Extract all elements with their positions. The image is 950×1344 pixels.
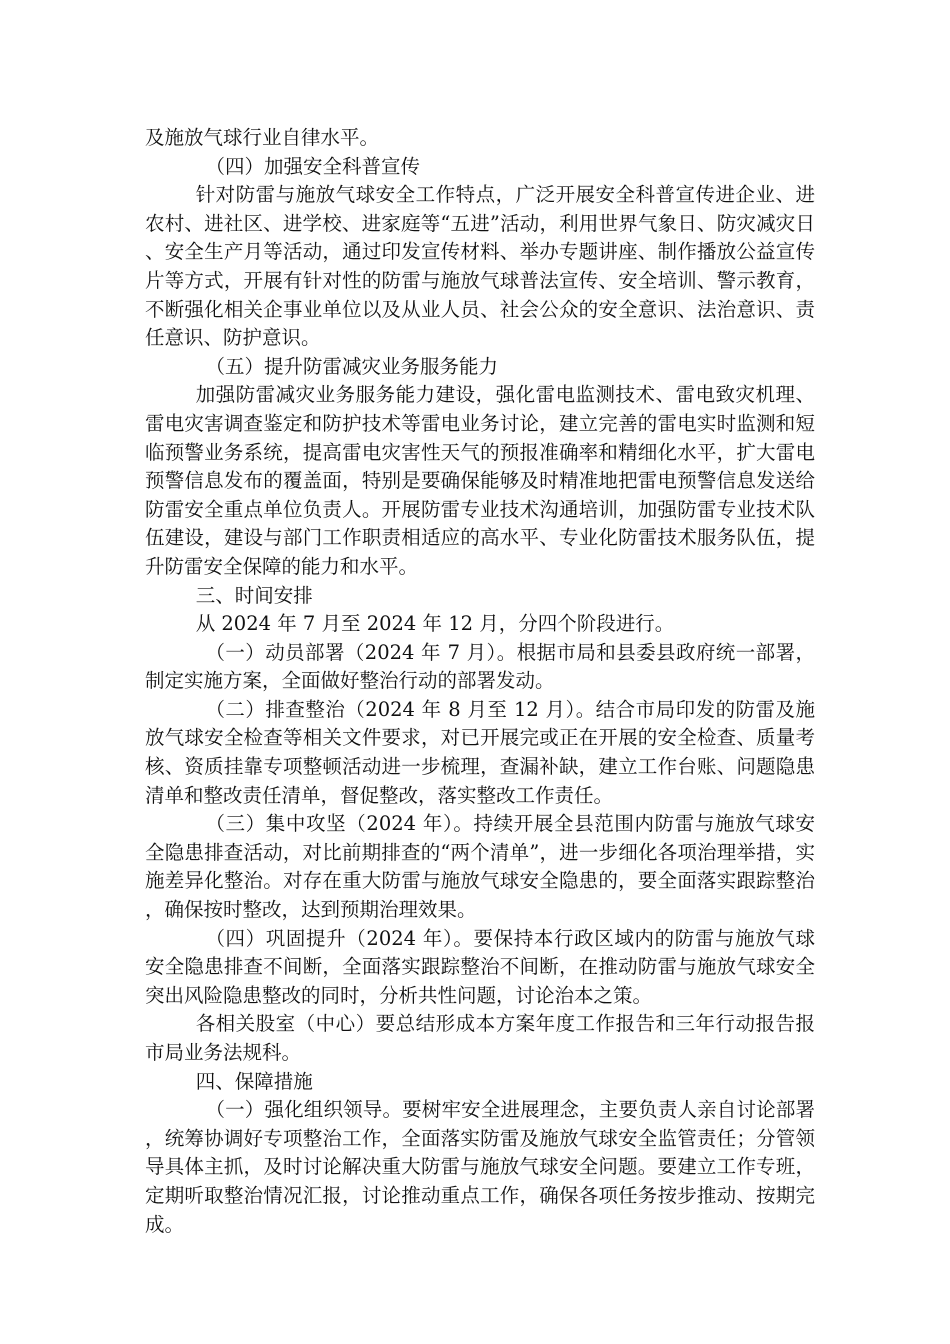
paragraph-stage-mobilization: （一）动员部署（2024 年 7 月）。根据市局和县委县政府统一部署，制定实施方案，全面做好整治行动的部署发动。 <box>145 640 815 693</box>
paragraph-schedule-overview: 从 2024 年 7 月至 2024 年 12 月，分四个阶段进行。 <box>195 612 675 636</box>
heading-science-publicity: （四）加强安全科普宣传 <box>205 154 420 178</box>
paragraph-stage-concentrated: （三）集中攻坚（2024 年）。持续开展全县范围内防雷与施放气球安全隐患排查活动，对比前期排查的“两个清单”，进一步细化各项治理举措，实施差异化整治。对存在重大防雷与施放气球安全隐患的，要全面落实跟踪整治，确保按时整改，达到预期治理效果。 <box>145 812 815 922</box>
paragraph-stage-consolidation: （四）巩固提升（2024 年）。要保持本行政区域内的防雷与施放气球安全隐患排查不间断，全面落实跟踪整治不间断，在推动防雷与施放气球安全突出风险隐患整改的同时，分析共性问题，讨论治本之策。 <box>145 926 815 1007</box>
paragraph-organization-leadership: （一）强化组织领导。要树牢安全进展理念，主要负责人亲自讨论部署，统筹协调好专项整治工作，全面落实防雷及施放气球安全监管责任；分管领导具体主抓，及时讨论解决重大防雷与施放气球安全问题。要建立工作专班，定期听取整治情况汇报，讨论推动重点工作，确保各项任务按步推动、按期完成。 <box>145 1098 815 1236</box>
section-heading-schedule: 三、时间安排 <box>195 583 313 607</box>
paragraph-stage-inspection: （二）排查整治（2024 年 8 月至 12 月）。结合市局印发的防雷及施放气球安全检查等相关文件要求，对已开展完或正在开展的安全检查、质量考核、资质挂靠专项整顿活动进一步梳理，查漏补缺，建立工作台账、问题隐患清单和整改责任清单，督促整改，落实整改工作责任。 <box>145 697 815 807</box>
paragraph-science-publicity: 针对防雷与施放气球安全工作特点，广泛开展安全科普宣传进企业、进农村、进社区、进学校、进家庭等“五进”活动，利用世界气象日、防灾减灾日、安全生产月等活动，通过印发宣传材料、举办专题讲座、制作播放公益宣传片等方式，开展有针对性的防雷与施放气球普法宣传、安全培训、警示教育，不断强化相关企事业单位以及从业人员、社会公众的安全意识、法治意识、责任意识、防护意识。 <box>145 183 815 350</box>
paragraph-service-capability: 加强防雷减灾业务服务能力建设，强化雷电监测技术、雷电致灾机理、雷电灾害调查鉴定和防护技术等雷电业务讨论，建立完善的雷电实时监测和短临预警业务系统，提高雷电灾害性天气的预报准确率和精细化水平，扩大雷电预警信息发布的覆盖面，特别是要确保能够及时精准地把雷电预警信息发送给防雷安全重点单位负责人。开展防雷专业技术沟通培训，加强防雷专业技术队伍建设，建设与部门工作职责相适应的高水平、专业化防雷技术服务队伍，提升防雷安全保障的能力和水平。 <box>145 383 815 578</box>
paragraph-self-discipline-tail: 及施放气球行业自律水平。 <box>145 126 380 149</box>
paragraph-reporting: 各相关股室（中心）要总结形成本方案年度工作报告和三年行动报告报市局业务法规科。 <box>145 1012 815 1064</box>
heading-service-capability: （五）提升防雷减灾业务服务能力 <box>205 354 498 378</box>
section-heading-safeguards: 四、保障措施 <box>195 1069 313 1093</box>
document-body <box>145 124 815 1239</box>
